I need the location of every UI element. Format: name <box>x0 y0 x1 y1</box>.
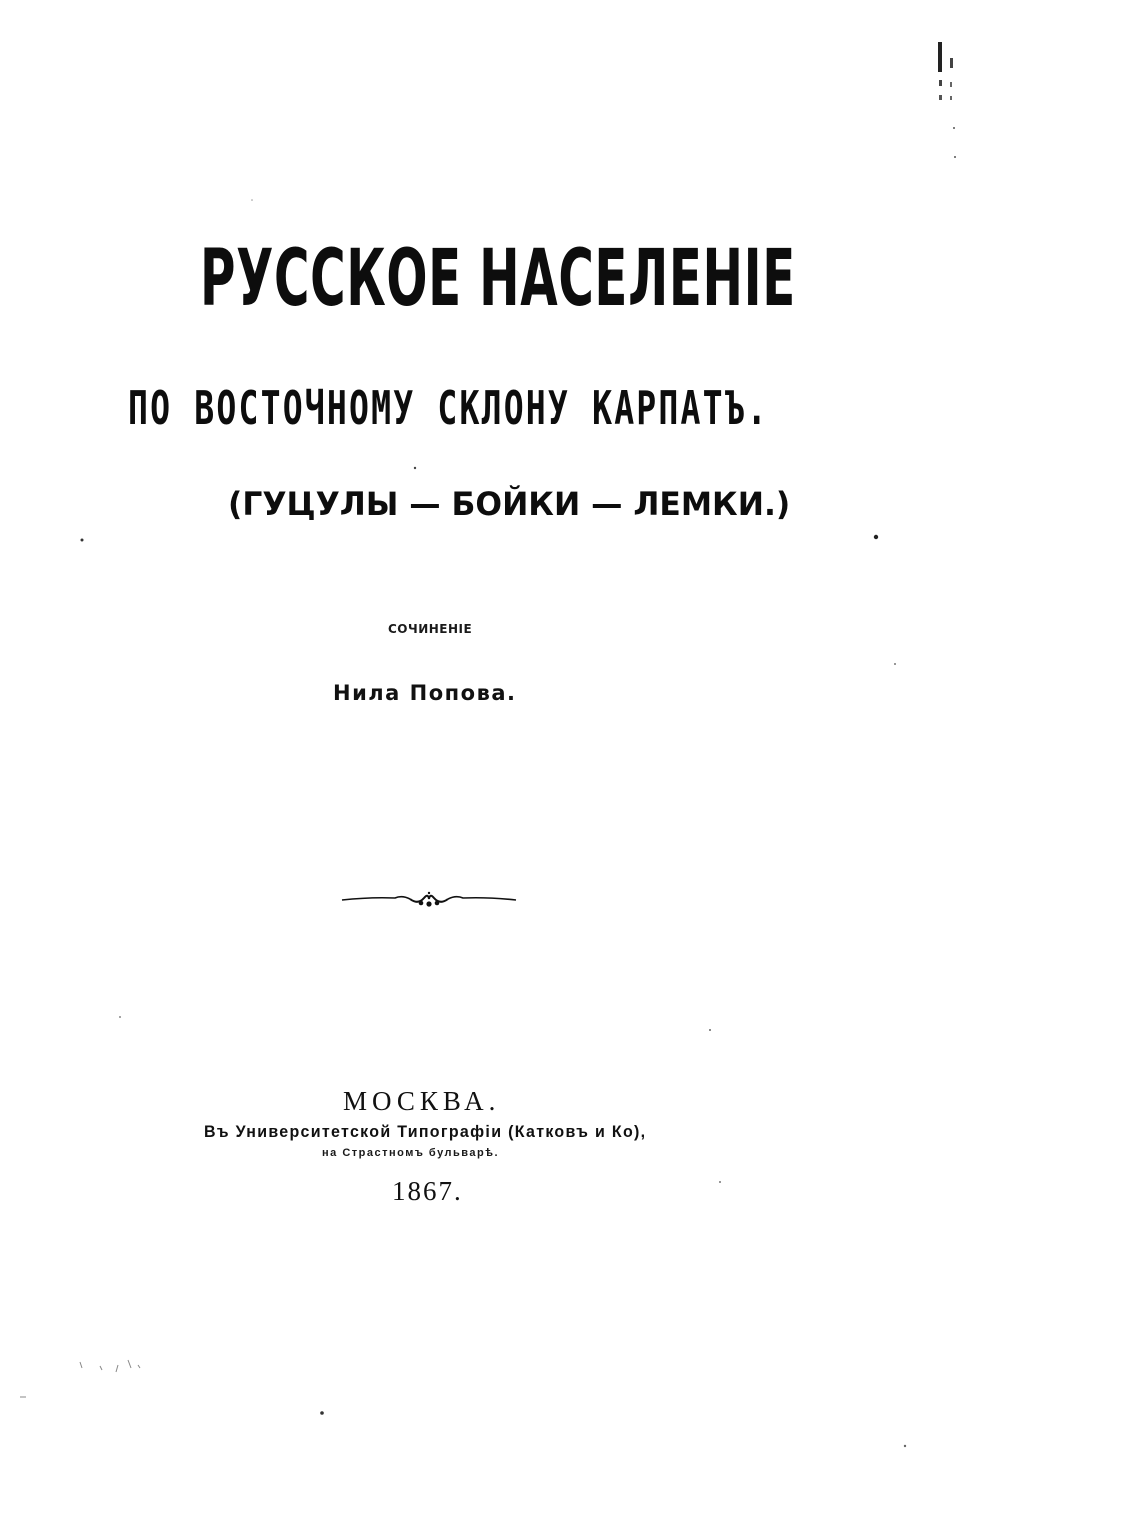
book-subtitle: ПО ВОСТОЧНОМУ СКЛОНУ КАРПАТЪ. <box>128 381 769 435</box>
ornamental-divider-icon <box>340 885 518 911</box>
book-title: РУССКОЕ НАСЕЛЕНІЕ <box>200 234 796 324</box>
imprint-year: 1867. <box>392 1176 463 1206</box>
imprint-city: МОСКВА. <box>343 1086 501 1116</box>
tribes-line: (ГУЦУЛЫ — БОЙКИ — ЛЕМКИ.) <box>228 485 791 523</box>
imprint-press: Въ Университетской Типографіи (Катковъ и Ко), <box>204 1122 647 1141</box>
author-name: Нила Попова. <box>333 681 517 705</box>
work-label: СОЧИНЕНІЕ <box>388 622 473 636</box>
imprint-street: на Страстномъ бульварѣ. <box>322 1147 500 1159</box>
